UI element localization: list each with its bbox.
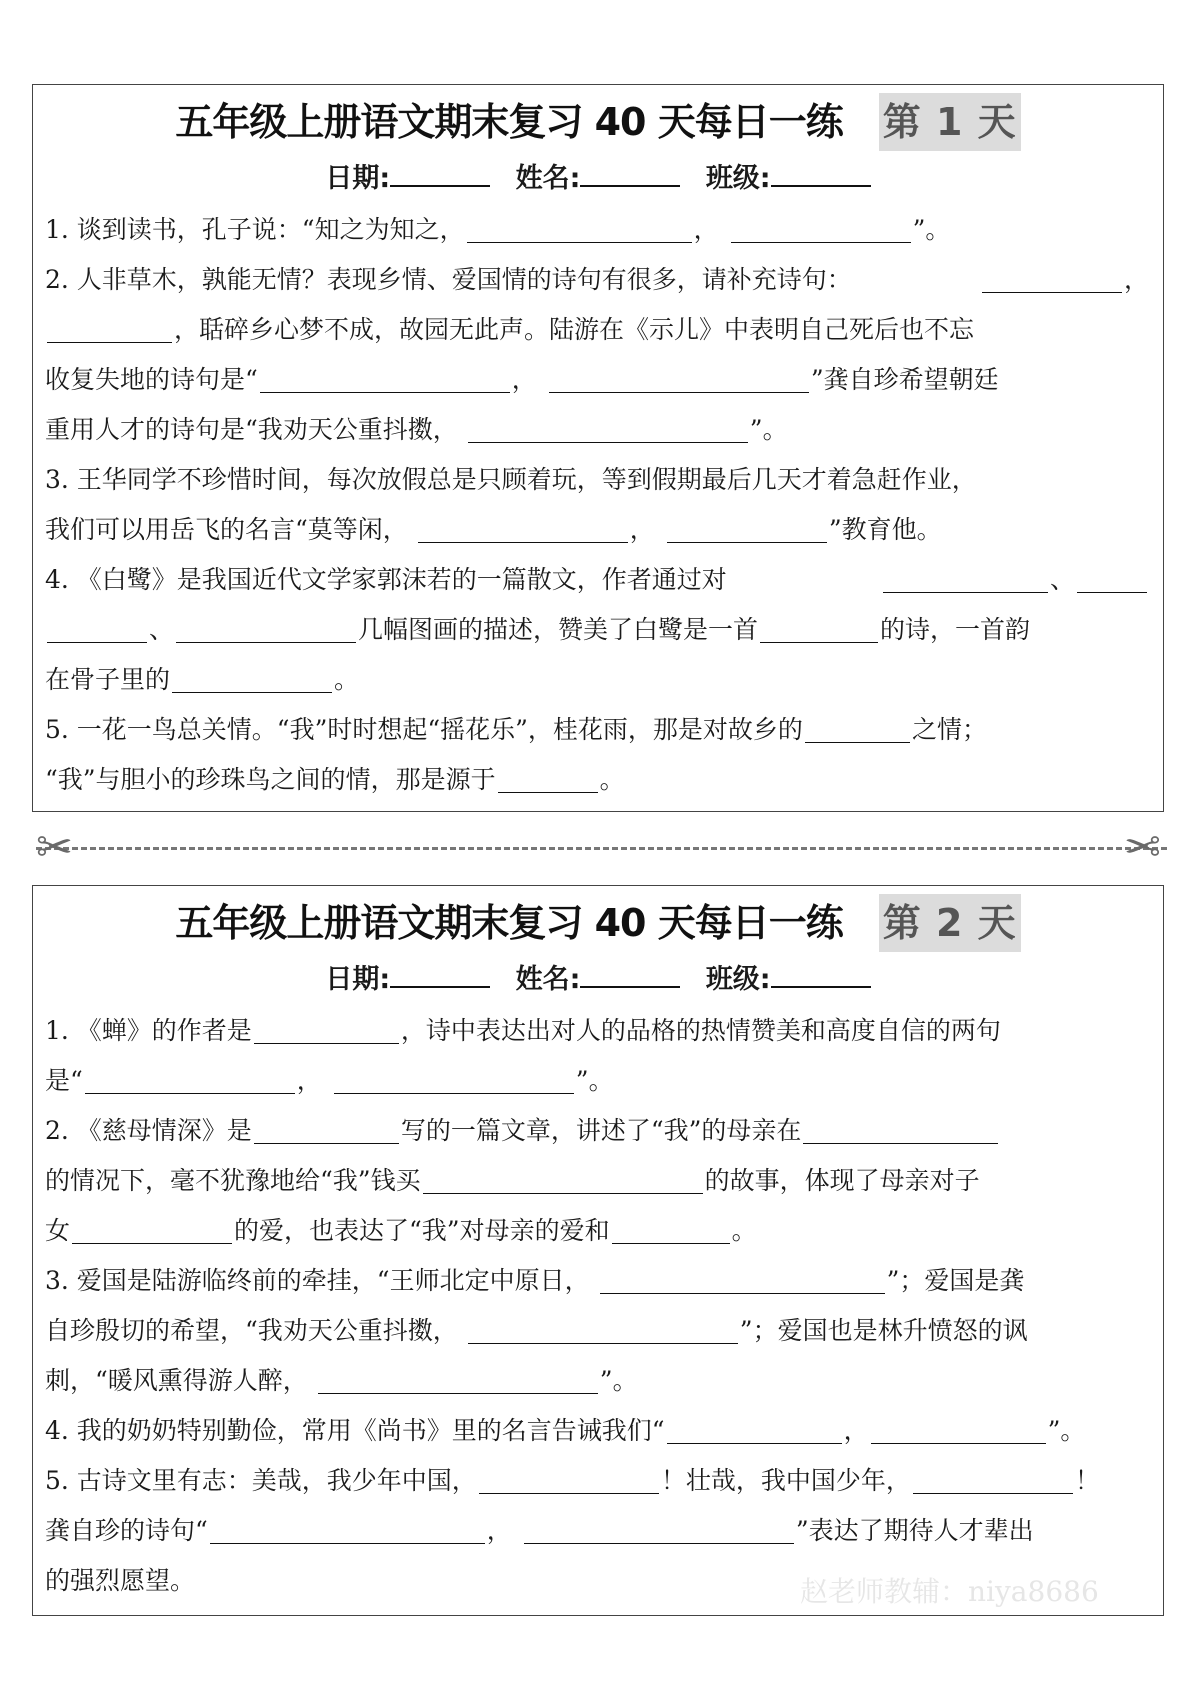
answer-blank[interactable]: [871, 1419, 1046, 1444]
name-label: 姓名:: [515, 964, 581, 995]
text: ，: [629, 515, 655, 544]
class-field[interactable]: [771, 157, 871, 187]
worksheet-day-1: [32, 84, 1164, 812]
answer-blank[interactable]: [423, 1169, 703, 1194]
question-5-cont: [45, 1506, 1149, 1556]
student-info-row: [33, 958, 1163, 1000]
question-2-cont: [45, 1156, 1149, 1206]
text: 2. 人非草木，孰能无情？表现乡情、爱国情的诗句有很多，请补充诗句：: [45, 265, 852, 294]
text: 5. 古诗文里有志：美哉，我少年中国，: [45, 1466, 477, 1495]
worksheet-title: [33, 93, 1163, 151]
text: ”；爱国是龚: [886, 1266, 1025, 1295]
question-list: [45, 205, 1149, 805]
answer-blank[interactable]: [467, 218, 692, 243]
answer-blank[interactable]: [254, 1119, 399, 1144]
name-label: 姓名:: [515, 163, 581, 194]
question-2-cont: [45, 1206, 1149, 1256]
answer-blank[interactable]: [883, 568, 1048, 593]
text: ”龚自珍希望朝廷: [810, 365, 999, 394]
answer-blank[interactable]: [72, 1219, 232, 1244]
text: ！壮哉，我中国少年，: [660, 1466, 911, 1495]
text: 在骨子里的: [45, 665, 171, 694]
text: ”教育他。: [828, 515, 942, 544]
answer-blank[interactable]: [334, 1069, 574, 1094]
answer-blank[interactable]: [172, 668, 332, 693]
text: 的情况下，毫不犹豫地给“我”钱买: [45, 1166, 421, 1195]
text: 女: [45, 1216, 71, 1245]
answer-blank[interactable]: [418, 518, 628, 543]
question-2-cont: [45, 305, 1149, 355]
answer-blank[interactable]: [667, 1419, 842, 1444]
worksheet-title: [33, 894, 1163, 952]
day-badge: 第 1 天: [879, 93, 1021, 151]
answer-blank[interactable]: [524, 1519, 794, 1544]
question-5-cont: [45, 755, 1149, 805]
text: 的诗，一首韵: [880, 615, 1031, 644]
question-1: [45, 205, 1149, 255]
answer-blank[interactable]: [254, 1019, 399, 1044]
answer-blank[interactable]: [803, 1119, 998, 1144]
answer-blank[interactable]: [549, 368, 809, 393]
text: ”。: [912, 215, 951, 244]
text: 1. 谈到读书，孔子说：“知之为知之，: [45, 215, 465, 244]
answer-blank[interactable]: [260, 368, 510, 393]
text: 2. 《慈母情深》是: [45, 1116, 252, 1145]
answer-blank[interactable]: [805, 718, 910, 743]
text: 我们可以用岳飞的名言“莫等闲，: [45, 515, 408, 544]
text: ，聒碎乡心梦不成，故园无此声。陆游在《示儿》中表明自己死后也不忘: [174, 315, 975, 344]
title-text: 五年级上册语文期末复习 40 天每日一练: [175, 901, 843, 945]
answer-blank[interactable]: [498, 768, 598, 793]
text: 的强烈愿望。: [45, 1566, 196, 1595]
student-info-row: [33, 157, 1163, 199]
text: ，: [1123, 265, 1149, 294]
name-field[interactable]: [580, 157, 680, 187]
answer-blank[interactable]: [210, 1519, 485, 1544]
text: 4. 我的奶奶特别勤俭，常用《尚书》里的名言告诫我们“: [45, 1416, 665, 1445]
text: ，: [296, 1066, 322, 1095]
class-field[interactable]: [771, 958, 871, 988]
question-3-cont: [45, 1356, 1149, 1406]
day-badge: 第 2 天: [879, 894, 1021, 952]
question-3-cont: [45, 1306, 1149, 1356]
answer-blank[interactable]: [468, 418, 748, 443]
text: “我”与胆小的珍珠鸟之间的情，那是源于: [45, 765, 496, 794]
text: 。: [599, 765, 625, 794]
text: 之情；: [911, 715, 987, 744]
text: 3. 王华同学不珍惜时间，每次放假总是只顾着玩，等到假期最后几天才着急赶作业，: [45, 465, 977, 494]
date-field[interactable]: [390, 157, 490, 187]
text: 5. 一花一鸟总关情。“我”时时想起“摇花乐”，桂花雨，那是对故乡的: [45, 715, 803, 744]
answer-blank[interactable]: [176, 618, 356, 643]
date-label: 日期:: [325, 964, 391, 995]
text: ！: [1074, 1466, 1100, 1495]
answer-blank[interactable]: [760, 618, 878, 643]
text: 写的一篇文章，讲述了“我”的母亲在: [400, 1116, 802, 1145]
answer-blank[interactable]: [1077, 568, 1147, 593]
question-2: [45, 1106, 1149, 1156]
name-field[interactable]: [580, 958, 680, 988]
question-1: [45, 1006, 1149, 1056]
question-2-cont: [45, 355, 1149, 405]
question-5: [45, 705, 1149, 755]
answer-blank[interactable]: [318, 1369, 598, 1394]
scissors-icon: ✂: [1124, 822, 1161, 873]
question-4-cont: [45, 605, 1149, 655]
question-2-cont: [45, 405, 1149, 455]
text: ”。: [749, 415, 788, 444]
watermark: 赵老师教辅：niya8686: [800, 1575, 1099, 1608]
text: 几幅图画的描述，赞美了白鹭是一首: [358, 615, 759, 644]
text: ”；爱国也是林升愤怒的讽: [739, 1316, 1028, 1345]
text: ”。: [1047, 1416, 1086, 1445]
dashed-cut-line: [36, 847, 1167, 850]
question-3: [45, 1256, 1149, 1306]
answer-blank[interactable]: [47, 618, 147, 643]
text: 龚自珍的诗句“: [45, 1516, 208, 1545]
answer-blank[interactable]: [612, 1219, 730, 1244]
date-label: 日期:: [325, 163, 391, 194]
question-4-cont: [45, 655, 1149, 705]
text: 的故事，体现了母亲对子: [704, 1166, 980, 1195]
answer-blank[interactable]: [600, 1269, 885, 1294]
answer-blank[interactable]: [913, 1469, 1073, 1494]
question-4: [45, 555, 1149, 605]
question-3-cont: [45, 505, 1149, 555]
answer-blank[interactable]: [731, 218, 911, 243]
text: ，诗中表达出对人的品格的热情赞美和高度自信的两句: [400, 1016, 1001, 1045]
text: 刺，“暖风熏得游人醉，: [45, 1366, 308, 1395]
text: 1. 《蝉》的作者是: [45, 1016, 252, 1045]
question-5: [45, 1456, 1149, 1506]
text: ，: [693, 215, 719, 244]
class-label: 班级:: [705, 163, 771, 194]
worksheet-day-2: [32, 885, 1164, 1616]
text: ”。: [599, 1366, 638, 1395]
text: 收复失地的诗句是“: [45, 365, 258, 394]
text: 的爱，也表达了“我”对母亲的爱和: [234, 1216, 610, 1245]
text: 。: [731, 1216, 757, 1245]
question-list: [45, 1006, 1149, 1606]
text: ，: [486, 1516, 512, 1545]
text: 4. 《白鹭》是我国近代文学家郭沫若的一篇散文，作者通过对: [45, 565, 727, 594]
text: 自珍殷切的希望，“我劝天公重抖擞，: [45, 1316, 458, 1345]
answer-blank[interactable]: [667, 518, 827, 543]
text: 、: [149, 615, 175, 644]
answer-blank[interactable]: [47, 318, 172, 343]
date-field[interactable]: [390, 958, 490, 988]
text: 3. 爱国是陆游临终前的牵挂，“王师北定中原日，: [45, 1266, 590, 1295]
answer-blank[interactable]: [468, 1319, 738, 1344]
text: ，: [511, 365, 537, 394]
text: 是“: [45, 1066, 83, 1095]
class-label: 班级:: [705, 964, 771, 995]
text: 重用人才的诗句是“我劝天公重抖擞，: [45, 415, 458, 444]
text: 。: [334, 665, 360, 694]
question-4: [45, 1406, 1149, 1456]
text: ”。: [575, 1066, 614, 1095]
answer-blank[interactable]: [479, 1469, 659, 1494]
text: ”表达了期待人才辈出: [795, 1516, 1034, 1545]
answer-blank[interactable]: [982, 268, 1122, 293]
answer-blank[interactable]: [85, 1069, 295, 1094]
scissors-icon: ✂: [36, 822, 73, 873]
question-1-cont: [45, 1056, 1149, 1106]
question-2: [45, 255, 1149, 305]
text: ，: [843, 1416, 869, 1445]
title-text: 五年级上册语文期末复习 40 天每日一练: [175, 100, 843, 144]
question-3: [45, 455, 1149, 505]
text: 、: [1049, 565, 1075, 594]
